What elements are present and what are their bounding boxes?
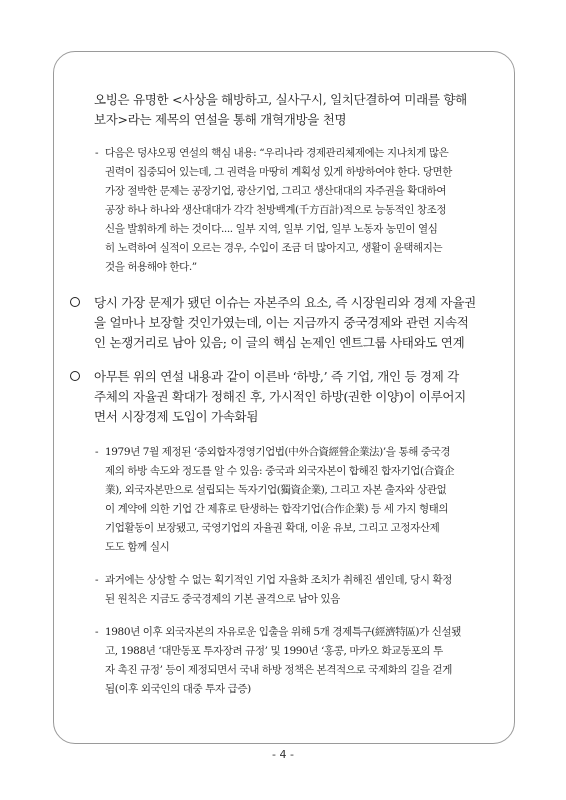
sub-line: 도도 함께 실시 bbox=[105, 541, 170, 553]
quote-line: 히 노력하여 실적이 오르는 경우, 수입이 조금 더 많아지고, 생활이 윤택해지는 bbox=[105, 242, 443, 254]
sub-line: 기업활동이 보장됐고, 국영기업의 자율권 확대, 이윤 유보, 그리고 고정자산제 bbox=[105, 522, 440, 534]
sub-line: 고, 1988년 ‘대만동포 투자장려 규정’ 및 1990년 ‘홍콩, 마카오 화교동포의 투 bbox=[105, 645, 443, 657]
sub-line: 1979년 7월 제정된 ‘중외합자경영기업법(中外合資經營企業法)’을 통해 중국경 bbox=[105, 446, 451, 458]
sub-line: 과거에는 상상할 수 없는 획기적인 기업 자율화 조치가 취해진 셈인데, 당시 확정 bbox=[105, 574, 453, 586]
bullet-point-1 bbox=[94, 293, 504, 353]
intro-paragraph bbox=[64, 90, 504, 130]
quote-line: 가장 절박한 문제는 공장기업, 광산기업, 그리고 생산대대의 자주권을 확대하여 bbox=[105, 185, 447, 197]
sub-line: 됨(이후 외국인의 대중 투자 급증) bbox=[105, 683, 251, 695]
sub-line: 業), 외국자본만으로 설립되는 독자기업(獨資企業), 그리고 자본 출자와 상관없 bbox=[105, 484, 447, 496]
dash-marker: - bbox=[95, 574, 99, 586]
point-line: 인 논쟁거리로 남아 있음; 이 글의 핵심 논제인 엔트그룹 사태와도 연계 bbox=[94, 335, 465, 350]
sub-line: 제의 하방 속도와 정도를 알 수 있음: 중국과 외국자본이 합해진 합자기업(合資企 bbox=[105, 465, 455, 477]
document-body bbox=[64, 90, 504, 699]
sub-item-3 bbox=[95, 623, 504, 699]
quote-line: 것을 허용해야 한다.” bbox=[105, 261, 197, 273]
sub-line: 1980년 이후 외국자본의 자유로운 입출을 위해 5개 경제특구(經濟特區)가 신설됐 bbox=[105, 626, 462, 638]
sub-line: 자 촉진 규정’ 등이 제정되면서 국내 하방 정책은 본격적으로 국제화의 길을 걷게 bbox=[105, 664, 453, 676]
point-line: 아무튼 위의 연설 내용과 같이 이른바 ‘하방,’ 즉 기업, 개인 등 경제 각 bbox=[94, 369, 459, 384]
quote-paragraph bbox=[95, 144, 504, 277]
sub-line: 된 원칙은 지금도 중국경제의 기본 골격으로 남아 있음 bbox=[105, 593, 340, 605]
sub-item-2 bbox=[95, 571, 504, 609]
quote-line: 다음은 덩샤오핑 연설의 핵심 내용: “우리나라 경제관리체제에는 지나치게 많은 bbox=[105, 147, 449, 159]
dash-marker: - bbox=[95, 446, 99, 458]
quote-line: 권력이 집중되어 있는데, 그 권력을 마땅히 계획성 있게 하방하여야 한다. 당면한 bbox=[105, 166, 453, 178]
quote-line: 공장 하나 하나와 생산대대가 각각 천방백계(千方百計)적으로 능동적인 창조정 bbox=[105, 204, 447, 216]
point-line: 면서 시장경제 도입이 가속화됨 bbox=[94, 409, 259, 424]
dash-marker: - bbox=[95, 626, 99, 638]
circle-bullet-icon bbox=[70, 297, 80, 307]
dash-marker: - bbox=[95, 147, 99, 159]
circle-bullet-icon bbox=[70, 371, 80, 381]
point-line: 당시 가장 문제가 됐던 이슈는 자본주의 요소, 즉 시장원리와 경제 자율권 bbox=[94, 295, 476, 310]
intro-line: 보자>라는 제목의 연설을 통해 개혁개방을 천명 bbox=[94, 112, 347, 127]
point-line: 주체의 자율권 확대가 정해진 후, 가시적인 하방(권한 이양)이 이루어지 bbox=[94, 389, 466, 404]
bullet-point-2 bbox=[94, 367, 504, 427]
sub-item-1 bbox=[95, 443, 504, 557]
page-number: - 4 - bbox=[272, 748, 294, 761]
quote-line: 신을 발휘하게 하는 것이다.... 일부 지역, 일부 기업, 일부 노동자 농민이 열심 bbox=[105, 223, 438, 235]
sub-line: 이 계약에 의한 기업 간 제휴로 탄생하는 합작기업(合作企業) 등 세 가지 형태의 bbox=[105, 503, 449, 515]
intro-line: 오빙은 유명한 <사상을 해방하고, 실사구시, 일치단결하여 미래를 향해 bbox=[94, 92, 467, 107]
point-line: 을 얼마나 보장할 것인가였는데, 이는 지금까지 중국경제와 관련 지속적 bbox=[94, 315, 469, 330]
